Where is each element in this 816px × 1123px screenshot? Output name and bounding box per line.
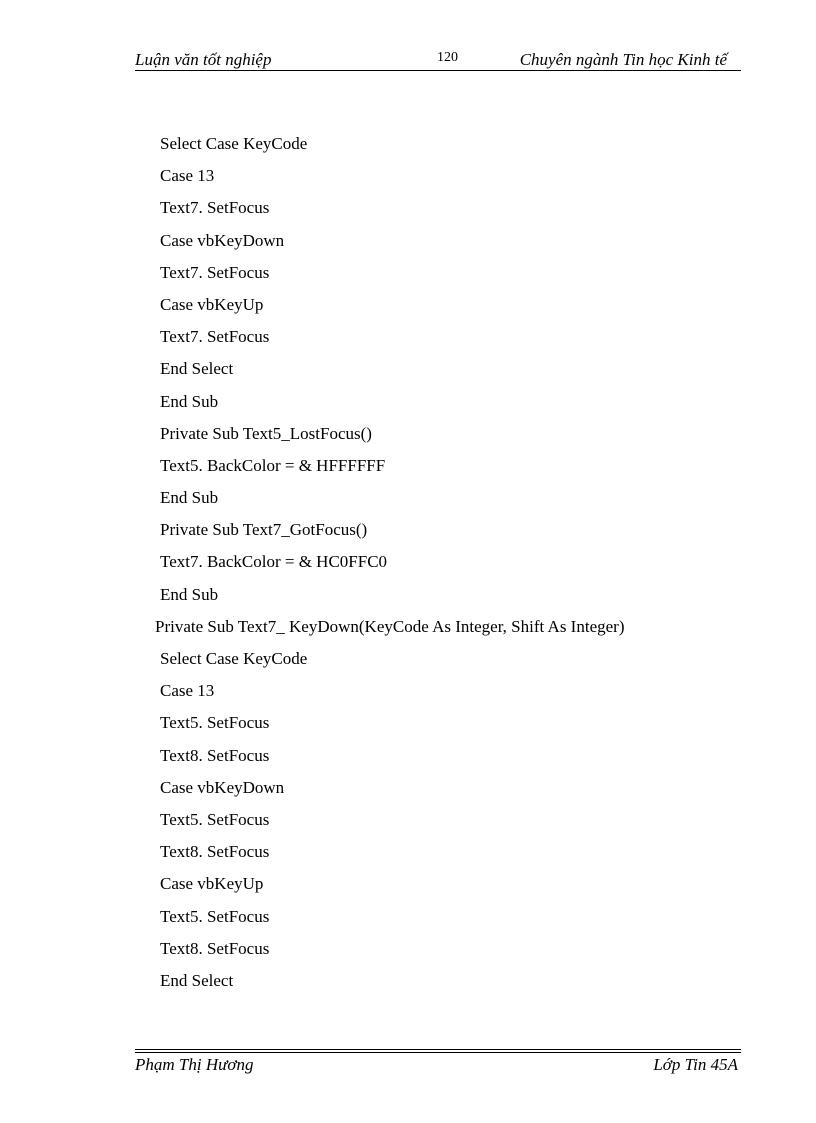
code-line: Case vbKeyDown — [160, 777, 285, 797]
page-header — [135, 48, 741, 71]
code-line: Private Sub Text7_GotFocus() — [160, 520, 368, 540]
code-line: End Sub — [160, 584, 219, 604]
code-line: Select Case KeyCode — [160, 649, 308, 668]
code-line: End Sub — [160, 391, 219, 411]
code-line: Text5. SetFocus — [160, 713, 270, 733]
code-line: Text8. SetFocus — [160, 745, 270, 765]
code-line: Case vbKeyUp — [160, 874, 264, 894]
footer-class: Lớp Tin 45A — [653, 1055, 738, 1074]
code-line: Text8. SetFocus — [160, 842, 270, 862]
code-line: Text5. SetFocus — [160, 809, 270, 829]
code-line: Text5. SetFocus — [160, 906, 270, 926]
code-line: Private Sub Text5_LostFocus() — [160, 423, 372, 443]
code-line: Text8. SetFocus — [160, 938, 270, 958]
header-major: Chuyên ngành Tin học Kinh tế — [519, 50, 727, 69]
footer-divider — [135, 1049, 741, 1053]
code-listing — [155, 131, 625, 1000]
code-line: Text7. SetFocus — [160, 262, 270, 282]
code-line: Case vbKeyDown — [160, 230, 285, 250]
code-line: End Select — [160, 970, 234, 990]
code-line: Select Case KeyCode — [160, 134, 308, 153]
code-line: End Sub — [160, 488, 219, 508]
code-line: Case 13 — [160, 166, 215, 186]
code-line: Text5. BackColor = & HFFFFFF — [160, 455, 386, 475]
code-line: Case 13 — [160, 681, 215, 701]
code-line: Text7. SetFocus — [160, 198, 270, 218]
code-line: Text7. SetFocus — [160, 327, 270, 347]
code-line: End Select — [160, 359, 234, 379]
code-line: Text7. BackColor = & HC0FFC0 — [160, 552, 388, 572]
code-line: Case vbKeyUp — [160, 294, 264, 314]
header-thesis-title: Luận văn tốt nghiệp — [135, 50, 272, 69]
code-line: Private Sub Text7_ KeyDown(KeyCode As Integer, Shift As Integer) — [155, 616, 625, 636]
footer-author: Phạm Thị Hương — [135, 1055, 254, 1074]
page-footer — [135, 1055, 738, 1077]
page-number: 120 — [437, 50, 458, 65]
